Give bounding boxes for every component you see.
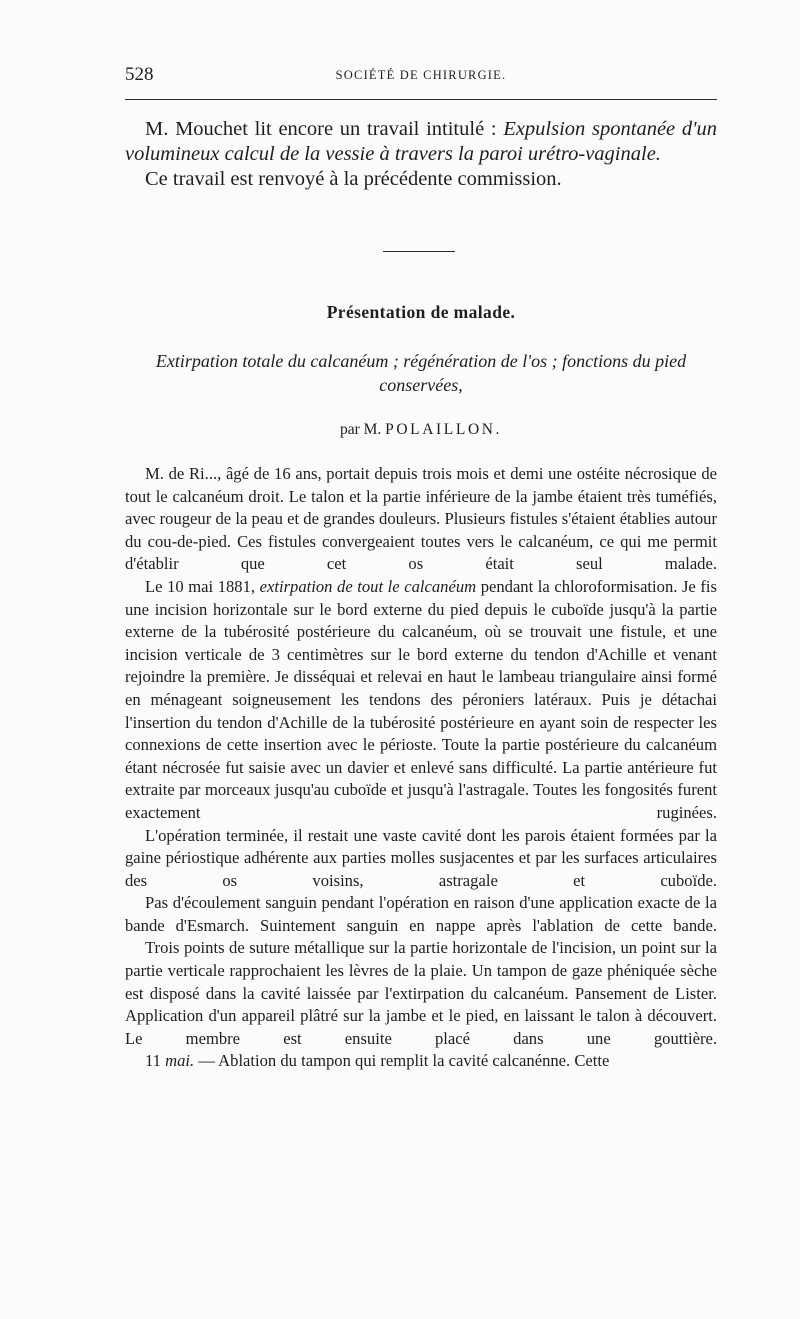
intro-prefix: M. Mouchet lit encore un travail intitulé : (145, 118, 504, 140)
p2-operation: extirpation de tout le calcanéum (259, 576, 477, 596)
p6-month: mai. (165, 1051, 195, 1071)
body-paragraph-5: Trois points de suture métallique sur la partie horizontale de l'incision, un point sur la partie verticale rapprochaient les lèvres de la plaie. Un tampon de gaze phéniquée sèche est disposé dans la cavité laissée par l'extirpation du calcanéum. Pansement de Lister. Application d'un appareil plâtré sur la jambe et le pied, en laissant le talon à découvert. Le membre est ensuite placé dans une gouttière. (125, 938, 717, 1048)
header-rule (125, 99, 717, 100)
p2-text: pendant la chloroformisation. Je fis une incision horizontale sur le bord externe du pied depuis le cuboïde jusqu'à la partie externe de la tubérosité postérieure du calcanéum, où se trouvait une fistule, et une incision verticale de 3 centimètres sur le bord externe du tendon d'Achille et venant rejoindre la première. Je disséquai et relevai en haut le lambeau triangulaire ainsi formé en ménageant soigneusement les tendons des péroniers latéraux. Puis je détachai l'insertion du tendon d'Achille de la tubérosité postérieure en ayant soin de respecter les connexions de cette insertion avec le périoste. Toute la partie postérieure du calcanéum étant nécrosée fut saisie avec un davier et enlevé sans difficulté. La partie antérieure fut extraite par morceaux jusqu'au cuboïde et jusqu'à l'astragale. Toutes les fongosités furent exactement ruginées. (125, 576, 717, 822)
byline (125, 421, 717, 439)
intro-paragraph-1 (125, 117, 717, 167)
body-paragraph-4: Pas d'écoulement sanguin pendant l'opération en raison d'une application exacte de la bande d'Esmarch. Suintement sanguin en nappe après l'ablation de cette bande. (125, 893, 717, 935)
p6-day: 11 (145, 1051, 166, 1071)
byline-prefix: par M. (339, 421, 382, 438)
body-paragraph-1: M. de Ri..., âgé de 16 ans, portait depuis trois mois et demi une ostéite nécrosique de tout le calcanéum droit. Le talon et la partie inférieure de la jambe étaient très tuméfiés, avec rougeur de la peau et de grandes douleurs. Plusieurs fistules s'étaient établies autour du cou-de-pied. Ces fistules convergeaient toutes vers le calcanéum, ce qui me permit d'établir que cet os était seul malade. (125, 464, 717, 574)
intro-paragraph-2: Ce travail est renvoyé à la précédente commission. (145, 168, 562, 190)
intro-section (125, 117, 717, 192)
article-subtitle: Extirpation totale du calcanéum ; régénération de l'os ; fonctions du pied conservées, (155, 351, 687, 395)
page-number: 528 (125, 64, 154, 85)
intro-work-title: Expulsion spontanée d'un volumineux calcul de la vessie à travers la paroi urétro-vaginale. (125, 118, 717, 165)
body-paragraph-3: L'opération terminée, il restait une vaste cavité dont les parois étaient formées par la gaine périostique adhérente aux parties molles susjacentes et par les surfaces articulaires des os voisins, astragale et cuboïde. (125, 825, 717, 890)
section-title: Présentation de malade. (326, 302, 516, 322)
article-body (125, 463, 717, 1073)
body-paragraph-2 (125, 576, 717, 825)
p2-date: Le 10 mai 1881, (145, 576, 260, 596)
journal-title: SOCIÉTÉ DE CHIRURGIE. (335, 68, 507, 82)
section-divider (383, 251, 455, 252)
author-name: POLAILLON. (385, 421, 503, 438)
p6-text: — Ablation du tampon qui remplit la cavité calcanénne. Cette (194, 1051, 610, 1071)
body-paragraph-6 (125, 1050, 717, 1073)
running-head (125, 64, 717, 88)
